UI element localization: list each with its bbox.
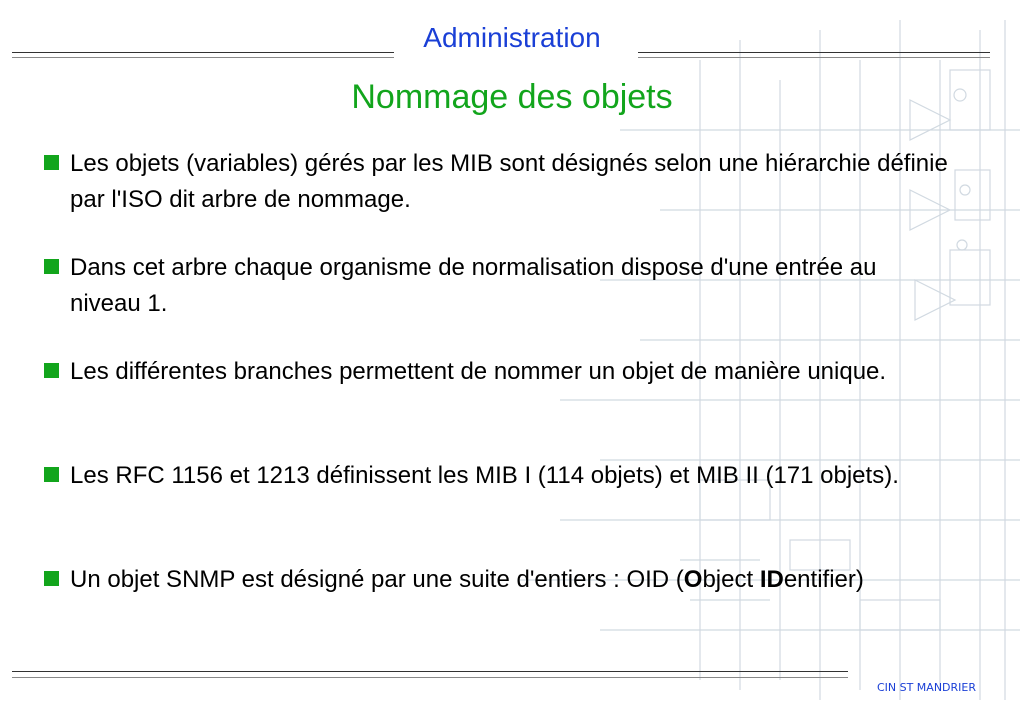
bullet-text-pre: Un objet SNMP est désigné par une suite d'entiers : OID ( [70, 566, 684, 593]
bullet-text: Les objets (variables) gérés par les MIB sont désignés selon une hiérarchie définie par l'ISO dit arbre de nommage. [70, 150, 948, 213]
footer-rule [12, 671, 848, 672]
bullet-square-icon [44, 259, 59, 274]
bullet-square-icon [44, 363, 59, 378]
bullet-item [42, 250, 952, 322]
bullet-square-icon [44, 571, 59, 586]
bullet-text-post: entifier) [783, 566, 864, 593]
bullet-text-mid: bject [702, 566, 760, 593]
header-rule-right-thin [638, 57, 990, 58]
bullet-item [42, 354, 886, 390]
slide-subtitle: Nommage des objets [351, 78, 673, 116]
bullet-text-bold-id: ID [759, 566, 784, 593]
bullet-item [42, 146, 952, 218]
bullet-square-icon [44, 467, 59, 482]
footer-org: CIN ST MANDRIER [876, 681, 976, 694]
header-title [0, 22, 1024, 54]
bullet-text-bold-o: O [683, 566, 703, 593]
bullet-item [42, 458, 899, 494]
footer-rule-thin [12, 677, 848, 678]
header-title-text: Administration [413, 22, 610, 53]
bullet-square-icon [44, 155, 59, 170]
header-rule-left-thin [12, 57, 394, 58]
bullet-text: Les RFC 1156 et 1213 définissent les MIB I (114 objets) et MIB II (171 objets). [70, 462, 899, 489]
bullet-text: Les différentes branches permettent de nommer un objet de manière unique. [70, 358, 887, 385]
bullet-item [42, 562, 864, 598]
bullet-text: Dans cet arbre chaque organisme de normalisation dispose d'une entrée au niveau 1. [70, 254, 877, 317]
